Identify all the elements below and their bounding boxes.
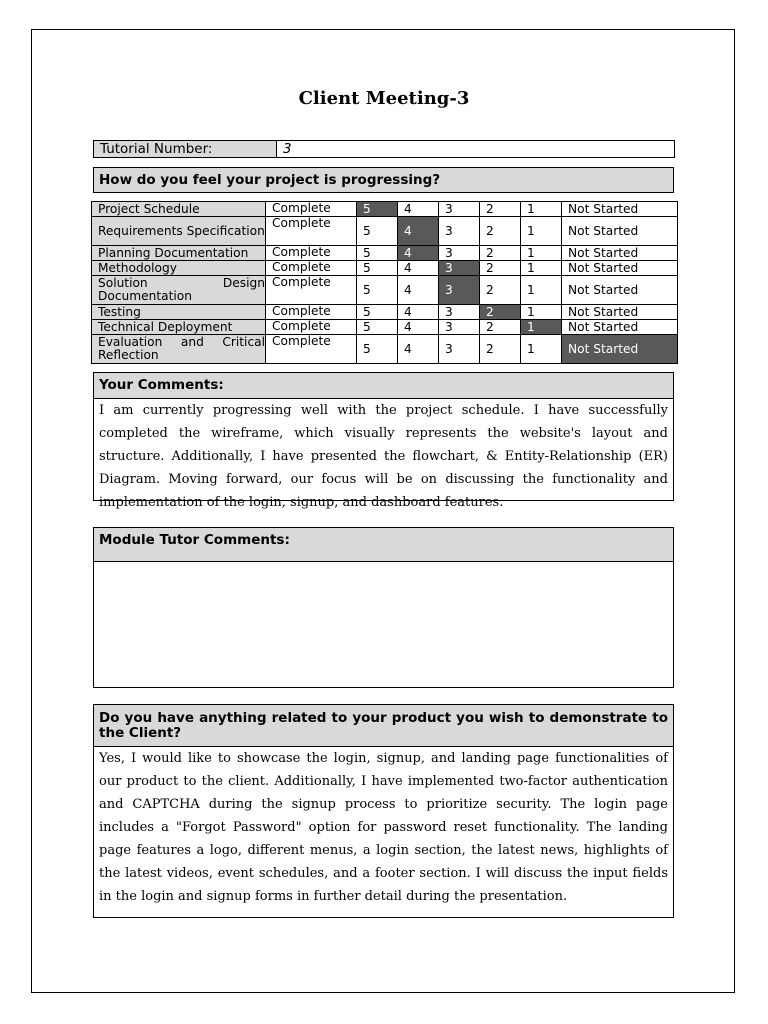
rating-score-cell[interactable]: 4 (398, 217, 439, 246)
your-comments-heading: Your Comments: (94, 373, 673, 399)
rating-score-cell[interactable]: 3 (439, 217, 480, 246)
rating-not-started-cell[interactable]: Not Started (562, 202, 678, 217)
rating-score-cell[interactable]: 3 (439, 202, 480, 217)
rating-score-cell[interactable]: 1 (521, 261, 562, 276)
demonstrate-text: Yes, I would like to showcase the login, signup, and landing page functionalities of our product to the client. Additionally, I have implemented two-factor authentication and CAPTCHA during the signup process to prioritize security. The login page includes a "Forgot Password" option for password reset functionality. The landing page features a logo, different menus, a login section, the latest news, highlights of the latest videos, event schedules, and a footer section. I will discuss the input fields in the login and signup forms in further detail during the presentation. (99, 751, 668, 904)
rating-score-cell[interactable]: 2 (480, 246, 521, 261)
rating-complete-label: Complete (266, 217, 357, 246)
rating-item-label: Evaluation and Critical Reflection (92, 335, 266, 364)
rating-score-cell[interactable]: 2 (480, 335, 521, 364)
rating-score-cell[interactable]: 1 (521, 276, 562, 305)
rating-row (92, 261, 678, 276)
tutor-comments-heading: Module Tutor Comments: (94, 528, 673, 562)
rating-row (92, 246, 678, 261)
rating-score-cell[interactable]: 2 (480, 261, 521, 276)
rating-score-cell[interactable]: 2 (480, 320, 521, 335)
tutor-comments-box (93, 527, 674, 688)
rating-complete-label: Complete (266, 305, 357, 320)
your-comments-box (93, 372, 674, 510)
demonstrate-box (93, 704, 674, 918)
rating-not-started-cell[interactable]: Not Started (562, 246, 678, 261)
rating-complete-label: Complete (266, 320, 357, 335)
rating-row (92, 276, 678, 305)
rating-score-cell[interactable]: 3 (439, 246, 480, 261)
rating-score-cell[interactable]: 2 (480, 276, 521, 305)
rating-not-started-cell[interactable]: Not Started (562, 261, 678, 276)
rating-item-label: Project Schedule (92, 202, 266, 217)
rating-complete-label: Complete (266, 261, 357, 276)
tutorial-number-value: 3 (283, 141, 292, 157)
rating-score-cell[interactable]: 4 (398, 276, 439, 305)
rating-score-cell[interactable]: 4 (398, 320, 439, 335)
rating-score-cell[interactable]: 1 (521, 202, 562, 217)
rating-complete-label: Complete (266, 276, 357, 305)
rating-item-label: Methodology (92, 261, 266, 276)
rating-score-cell[interactable]: 5 (357, 246, 398, 261)
your-comments-text: I am currently progressing well with the project schedule. I have successfully completed the wireframe, which visually represents the website's layout and structure. Additionally, I have presented the flowchart, & Entity-Relationship (ER) Diagram. Moving forward, our focus will be on discussing the functionality and implementation of the login, signup, and dashboard features. (99, 403, 668, 510)
rating-not-started-cell[interactable]: Not Started (562, 335, 678, 364)
rating-score-cell[interactable]: 5 (357, 202, 398, 217)
rating-item-label: Technical Deployment (92, 320, 266, 335)
rating-score-cell[interactable]: 1 (521, 246, 562, 261)
rating-not-started-cell[interactable]: Not Started (562, 276, 678, 305)
rating-score-cell[interactable]: 5 (357, 217, 398, 246)
rating-score-cell[interactable]: 5 (357, 276, 398, 305)
progress-rating-table (91, 201, 678, 364)
page-title: Client Meeting-3 (298, 88, 470, 109)
rating-row (92, 335, 678, 364)
rating-score-cell[interactable]: 1 (521, 335, 562, 364)
rating-score-cell[interactable]: 5 (357, 305, 398, 320)
tutorial-number-row (93, 140, 675, 158)
rating-score-cell[interactable]: 1 (521, 320, 562, 335)
rating-complete-label: Complete (266, 335, 357, 364)
rating-score-cell[interactable]: 5 (357, 320, 398, 335)
rating-row (92, 202, 678, 217)
rating-score-cell[interactable]: 4 (398, 335, 439, 364)
rating-score-cell[interactable]: 5 (357, 261, 398, 276)
rating-item-label: Solution Design Documentation (92, 276, 266, 305)
rating-not-started-cell[interactable]: Not Started (562, 305, 678, 320)
rating-score-cell[interactable]: 3 (439, 261, 480, 276)
rating-score-cell[interactable]: 1 (521, 217, 562, 246)
rating-complete-label: Complete (266, 202, 357, 217)
tutorial-number-label: Tutorial Number: (94, 141, 277, 157)
rating-score-cell[interactable]: 4 (398, 305, 439, 320)
rating-item-label: Testing (92, 305, 266, 320)
rating-not-started-cell[interactable]: Not Started (562, 320, 678, 335)
rating-complete-label: Complete (266, 246, 357, 261)
rating-score-cell[interactable]: 3 (439, 305, 480, 320)
rating-score-cell[interactable]: 5 (357, 335, 398, 364)
demonstrate-heading: Do you have anything related to your product you wish to demonstrate to the Client? (94, 705, 673, 747)
rating-score-cell[interactable]: 1 (521, 305, 562, 320)
rating-score-cell[interactable]: 4 (398, 202, 439, 217)
rating-row (92, 320, 678, 335)
progress-question: How do you feel your project is progressing? (93, 167, 674, 193)
rating-item-label: Planning Documentation (92, 246, 266, 261)
rating-score-cell[interactable]: 2 (480, 217, 521, 246)
rating-score-cell[interactable]: 3 (439, 335, 480, 364)
rating-score-cell[interactable]: 4 (398, 261, 439, 276)
rating-score-cell[interactable]: 4 (398, 246, 439, 261)
rating-not-started-cell[interactable]: Not Started (562, 217, 678, 246)
rating-item-label: Requirements Specification (92, 217, 266, 246)
rating-score-cell[interactable]: 2 (480, 305, 521, 320)
rating-score-cell[interactable]: 3 (439, 276, 480, 305)
rating-row (92, 305, 678, 320)
rating-row (92, 217, 678, 246)
rating-score-cell[interactable]: 3 (439, 320, 480, 335)
rating-score-cell[interactable]: 2 (480, 202, 521, 217)
